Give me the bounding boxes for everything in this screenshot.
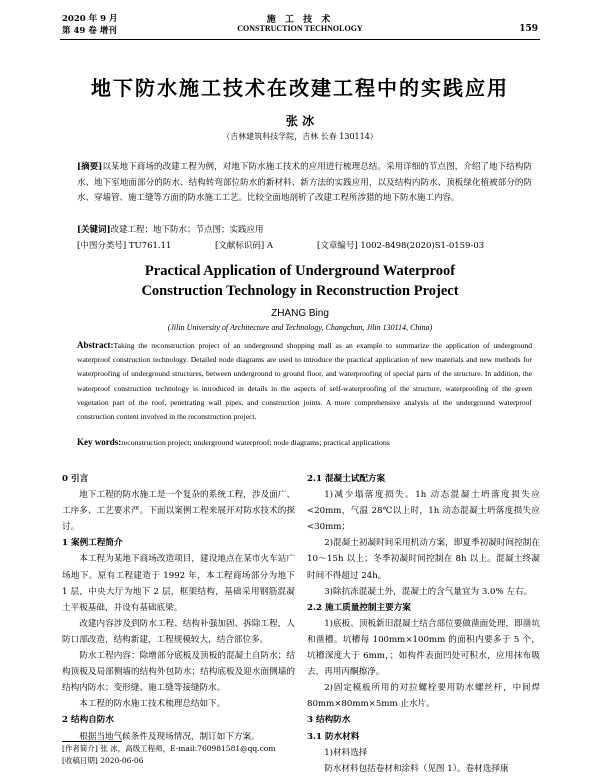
paper-title-en-line1: Practical Application of Underground Waterproof	[144, 263, 456, 279]
footnote-rule	[62, 741, 122, 742]
abstract-cn-label: [摘要]	[77, 162, 103, 172]
received-date: [收稿日期] 2020-06-06	[62, 756, 144, 765]
paragraph: 防水工程内容：除增部分底板及顶板的混凝土自防水；结构顶板及局部侧墙的结构外包防水；结构底板及迎水面侧墙的结构内防水；变形缝、施工缝等接缝防水。	[62, 651, 295, 694]
running-header	[0, 10, 600, 40]
keywords-en	[77, 437, 532, 447]
footnote	[62, 743, 302, 767]
header-rule	[60, 39, 540, 40]
section-heading: 0 引言	[62, 474, 89, 484]
paper-title-en	[0, 261, 600, 301]
affiliation-cn: （吉林建筑科技学院，吉林 长春 130114）	[222, 132, 378, 141]
author-cn: 张 冰	[285, 114, 315, 128]
paragraph: 防水材料包括卷材和涂料（见图 1）。卷材选择康	[324, 763, 509, 774]
section-heading: 3 结构防水	[307, 715, 351, 726]
author-bio: [作者简介] 张 冰，高级工程师，E-mail:760981581@qq.com	[62, 744, 276, 753]
subsection-heading: 3.1 防水材料	[307, 731, 360, 742]
body-column-right	[307, 471, 540, 777]
affiliation-en: (Jilin University of Architecture and Technology, Changchun, Jilin 130114, China)	[167, 323, 433, 332]
paper-title-cn: 地下防水施工技术在改建工程中的实践应用	[91, 76, 509, 100]
journal-name-en: CONSTRUCTION TECHNOLOGY	[237, 24, 363, 33]
paragraph: 根据当地气候条件及现场情况，制订如下方案。	[79, 731, 260, 742]
paragraph: 1)底板、顶板新旧混凝土结合部位要做凿面处理，即凿坑和凿槽。坑槽每 100mm×100mm 的面积内要多于 5 个，坑槽深度大于 6mm，；如构件表面凹处可积水，应用抹布吸去，再用丙酮擦净。	[307, 618, 540, 678]
article-number: [文章编号] 1002-8498(2020)S1-0159-03	[317, 241, 485, 251]
subsection-heading: 2.2 施工质量控制主要方案	[307, 602, 411, 613]
keywords-en-text: reconstruction project; underground waterproof; node diagrams; practical applications	[121, 438, 390, 447]
paragraph: 本工程的防水施工技术梳理总结如下。	[79, 699, 226, 710]
document-code: [文献标识码] A	[215, 241, 273, 251]
subsection-heading: 2.1 混凝土试配方案	[307, 474, 386, 484]
section-heading: 2 结构自防水	[62, 715, 114, 726]
keywords-cn-label: [关键词]	[77, 225, 111, 235]
sub-item-label: 1)材料选择	[324, 747, 368, 758]
paragraph: 地下工程的防水施工是一个复杂的系统工程，涉及面广、工序多、工艺要求严。下面以案例工程来展开对防水技术的探讨。	[62, 490, 295, 533]
author-en: ZHANG Bing	[271, 308, 329, 319]
abstract-en	[77, 338, 532, 424]
paragraph: 3)除抗冻混凝土外，混凝土的含气量宜为 3.0% 左右。	[324, 586, 533, 597]
paragraph: 2)混凝土初凝时间采用机动方案，即夏季初凝时间控制在 10～15h 以上；冬季初凝时间控制在 8h 以上。混凝土终凝时间不得超过 24h。	[307, 538, 540, 581]
keywords-en-label: Key words:	[77, 437, 122, 447]
abstract-en-label: Abstract:	[77, 340, 114, 350]
issue-date: 2020 年 9 月	[62, 14, 118, 24]
volume-info: 第 49 卷 增刊	[62, 26, 117, 36]
keywords-cn-text: 改建工程；地下防水；节点图；实践应用	[110, 225, 264, 235]
page-number: 159	[519, 24, 538, 34]
abstract-en-text: Taking the reconstruction project of an underground shopping mall as an example to summarize the application of underground waterproof construction technology. Detailed node diagrams are used to introduce the practical application of new materials and new methods for waterproofing of underground structures, between underground to ground floor, and waterproofing of special parts of the structure. In addition, the waterproof construction technology is introduced in details in the aspects of self-waterproofing of the structure, waterproofing of the green vegetation part of the roof, penetrating wall pipes, and construction joints. A more comprehensive analysis of the underground waterproof construction content involved in the reconstruction project.	[77, 341, 532, 422]
abstract-cn	[77, 160, 532, 207]
section-heading: 1 案例工程简介	[62, 538, 123, 549]
paragraph: 本工程为某地下商场改造项目，建设地点在某市火车站广场地下。原有工程建造于 1992 年，本工程商场部分为地下 1 层，中央大厅为地下 2 层，框架结构，基础采用钢筋混凝土平板基础，并设有基础底梁。	[62, 554, 295, 613]
body-column-left	[62, 471, 295, 745]
paper-title-en-line2: Construction Technology in Reconstruction Project	[141, 283, 459, 299]
keywords-cn	[77, 223, 532, 235]
paragraph: 2)固定模板所用的对拉螺栓要用防水螺丝杆，中间焊 80mm×80mm×5mm 止水片。	[307, 683, 540, 710]
journal-name-cn: 施 工 技 术	[266, 15, 334, 25]
clc-number: [中图分类号] TU761.11	[77, 241, 172, 251]
paragraph: 1)减少塌落度损失。1h 动态混凝土坍落度损失应<20mm，气温 28℃以上时，1h 动态混凝土坍落度损失应<30mm；	[307, 490, 540, 533]
paragraph: 改建内容涉及到防水工程、结构补强加固、拆除工程，人防口部改造，结构新建，工程规模较大，结合部位多。	[62, 618, 295, 645]
abstract-cn-text: 以某地下商场的改建工程为例，对地下防水施工技术的应用进行梳理总结。采用详细的节点图，介绍了地下结构防水、地下室地面部分的防水、结构转弯部位防水的新材料、新方法的实践应用，以及结构内防水、顶板绿化植被部分的防水、穿墙管、施工缝等方面的防水施工工艺。比较全面地剖析了改建工程所涉猎的地下防水施工内容。	[77, 162, 532, 203]
